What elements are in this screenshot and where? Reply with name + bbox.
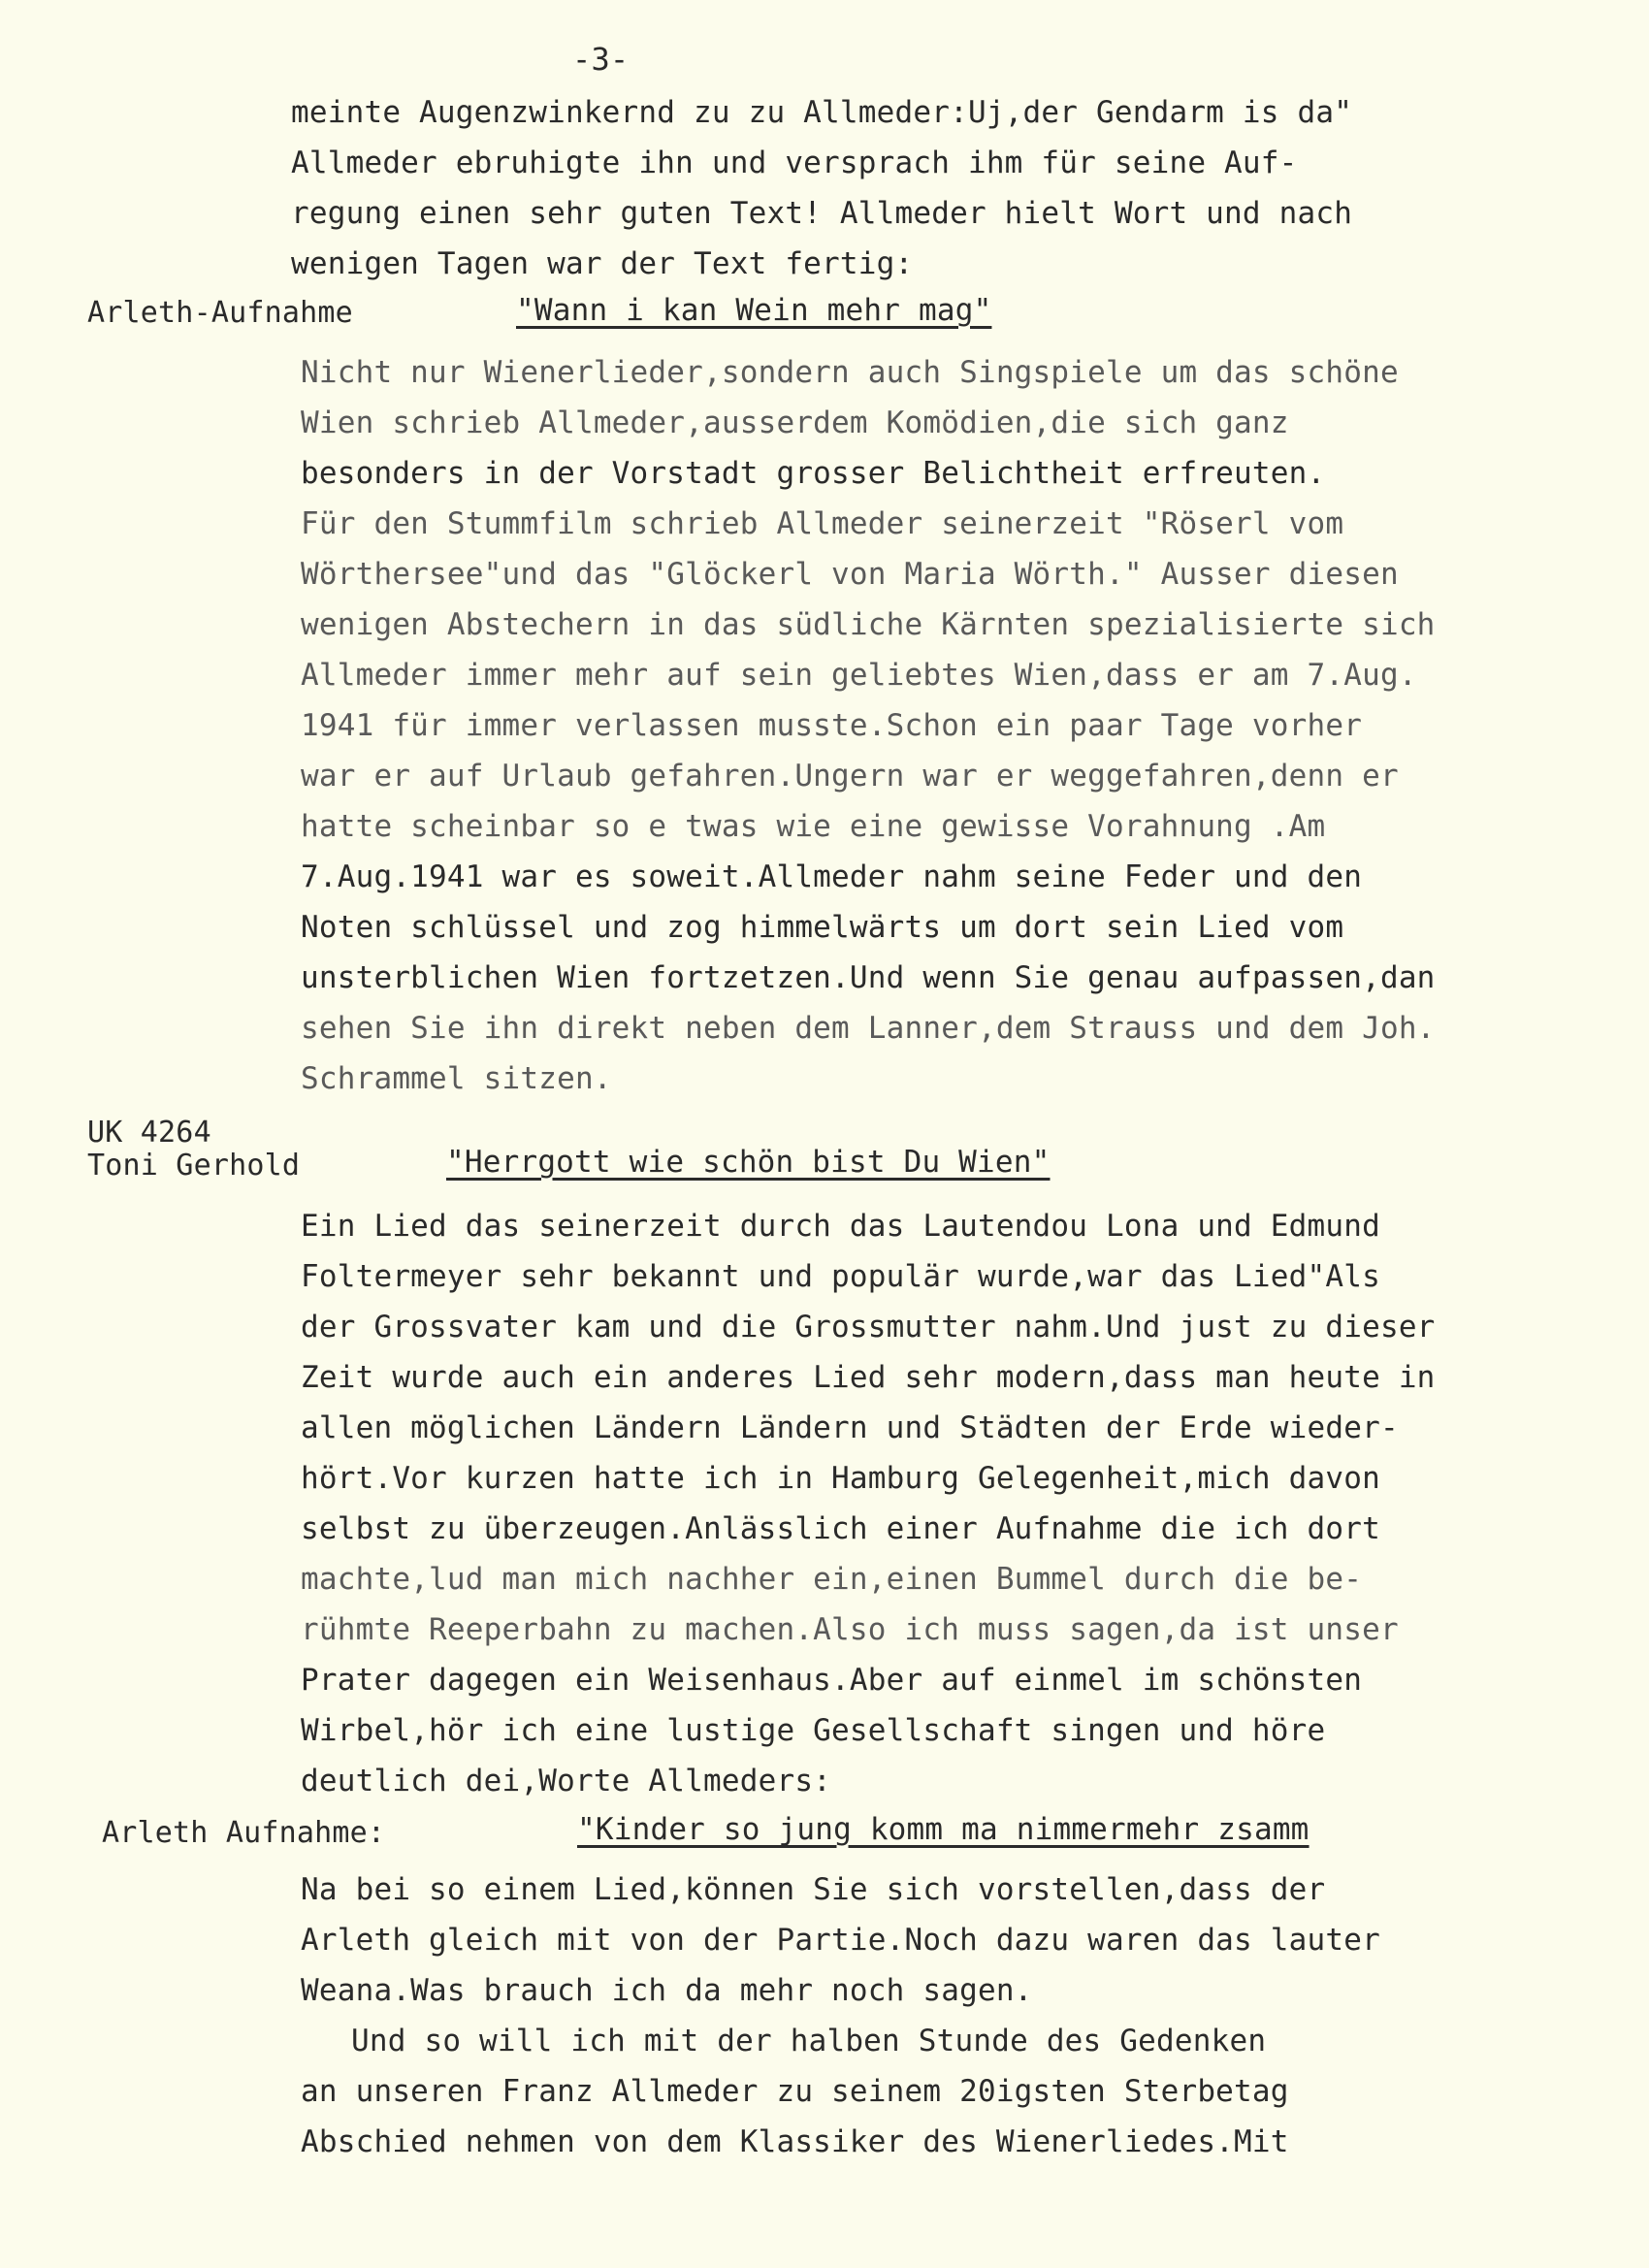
text-line: allen möglichen Ländern Ländern und Städten der Erde wieder- [301,1410,1399,1445]
text-line: Prater dagegen ein Weisenhaus.Aber auf einmel im schönsten [301,1663,1363,1698]
page-number: -3- [572,41,630,78]
cue-label: Arleth-Aufnahme [87,296,353,330]
text-line: der Grossvater kam und die Grossmutter nahm.Und just zu dieser [301,1310,1436,1345]
song-title: "Herrgott wie schön bist Du Wien" [446,1145,1051,1180]
text-line: war er auf Urlaub gefahren.Ungern war er weggefahren,denn er [301,759,1399,794]
text-line: Allmeder immer mehr auf sein geliebtes Wien,dass er am 7.Aug. [301,658,1417,693]
text-line: hatte scheinbar so e twas wie eine gewisse Vorahnung .Am [301,809,1326,844]
text-line: an unseren Franz Allmeder zu seinem 20igsten Sterbetag [301,2074,1289,2109]
text-line: Weana.Was brauch ich da mehr noch sagen. [301,1973,1033,2008]
cue-label: Arleth Aufnahme: [102,1816,386,1850]
text-line: Abschied nehmen von dem Klassiker des Wienerliedes.Mit [301,2124,1289,2159]
text-line: unsterblichen Wien fortzetzen.Und wenn Sie genau aufpassen,dan [301,960,1436,995]
text-line: Arleth gleich mit von der Partie.Noch dazu waren das lauter [301,1923,1380,1958]
text-line: selbst zu überzeugen.Anlässlich einer Aufnahme die ich dort [301,1511,1380,1546]
text-line: Zeit wurde auch ein anderes Lied sehr modern,dass man heute in [301,1360,1436,1395]
text-line: sehen Sie ihn direkt neben dem Lanner,dem Strauss und dem Joh. [301,1011,1436,1046]
text-line: Und so will ich mit der halben Stunde des Gedenken [351,2024,1267,2058]
song-title: "Kinder so jung komm ma nimmermehr zsamm [577,1812,1310,1847]
text-line: Wirbel,hör ich eine lustige Gesellschaft singen und höre [301,1713,1326,1748]
text-line: wenigen Abstechern in das südliche Kärnten spezialisierte sich [301,607,1436,642]
text-line: 7.Aug.1941 war es soweit.Allmeder nahm seine Feder und den [301,859,1363,894]
text-line: rühmte Reeperbahn zu machen.Also ich muss sagen,da ist unser [301,1612,1399,1647]
text-line: Na bei so einem Lied,können Sie sich vorstellen,dass der [301,1872,1326,1907]
text-line: hört.Vor kurzen hatte ich in Hamburg Gelegenheit,mich davon [301,1461,1380,1496]
song-title: "Wann i kan Wein mehr mag" [516,293,992,328]
cue-label: Toni Gerhold [87,1149,301,1183]
text-line: 1941 für immer verlassen musste.Schon ein paar Tage vorher [301,708,1363,743]
text-line: meinte Augenzwinkernd zu zu Allmeder:Uj,der Gendarm is da" [291,95,1353,130]
text-line: Schrammel sitzen. [301,1061,612,1096]
text-line: wenigen Tagen war der Text fertig: [291,246,914,281]
text-line: regung einen sehr guten Text! Allmeder hielt Wort und nach [291,196,1353,231]
text-line: Für den Stummfilm schrieb Allmeder seinerzeit "Röserl vom [301,506,1344,541]
text-line: besonders in der Vorstadt grosser Belichtheit erfreuten. [301,456,1326,491]
text-line: Ein Lied das seinerzeit durch das Lautendou Lona und Edmund [301,1209,1380,1244]
text-line: deutlich dei,Worte Allmeders: [301,1764,832,1798]
text-line: Wien schrieb Allmeder,ausserdem Komödien,die sich ganz [301,405,1289,440]
text-line: Foltermeyer sehr bekannt und populär wurde,war das Lied"Als [301,1259,1380,1294]
text-line: machte,lud man mich nachher ein,einen Bummel durch die be- [301,1562,1363,1597]
text-line: Wörthersee"und das "Glöckerl von Maria Wörth." Ausser diesen [301,557,1399,592]
text-line: Nicht nur Wienerlieder,sondern auch Singspiele um das schöne [301,355,1399,390]
text-line: Allmeder ebruhigte ihn und versprach ihm für seine Auf- [291,146,1298,180]
text-line: Noten schlüssel und zog himmelwärts um dort sein Lied vom [301,910,1344,945]
catalog-code: UK 4264 [87,1116,211,1150]
